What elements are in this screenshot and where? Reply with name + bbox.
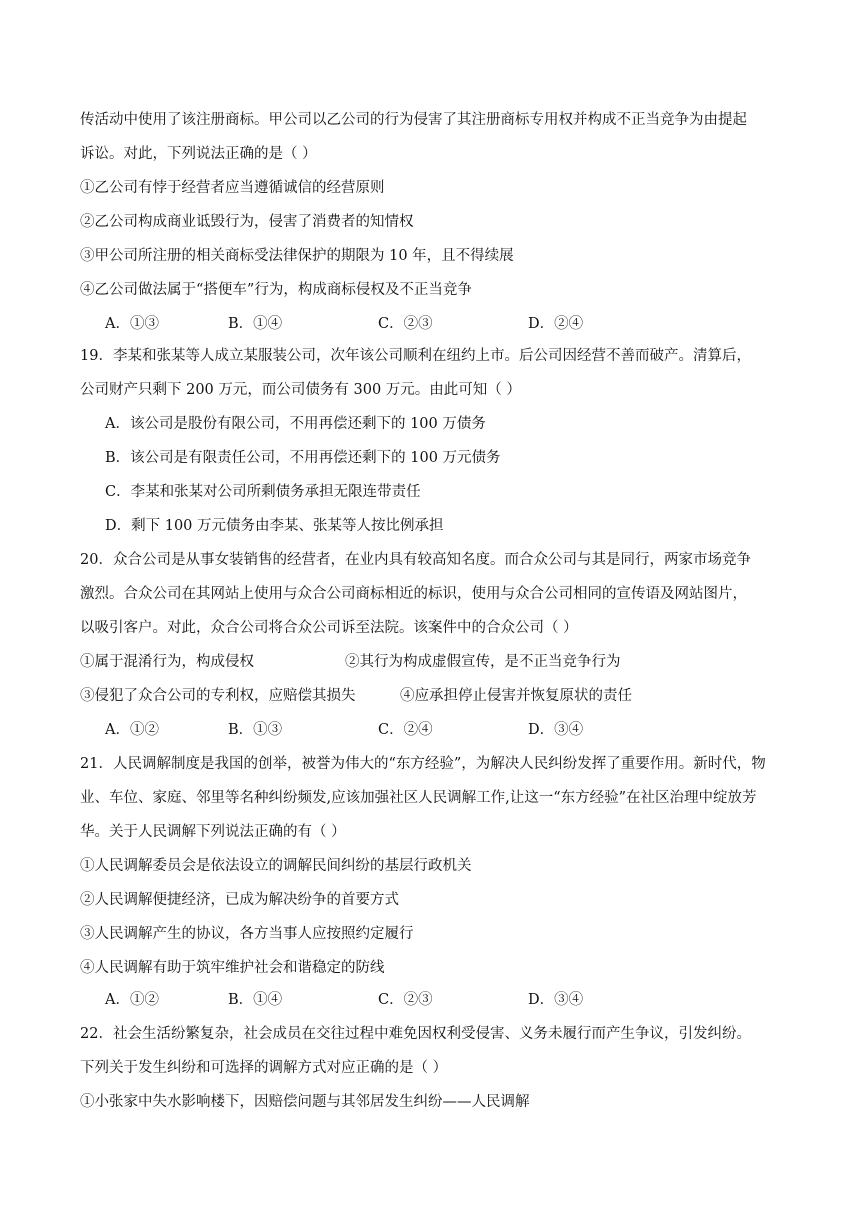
q19-option-d[interactable]: D．剩下 100 万元债务由李某、张某等人按比例承担	[105, 518, 444, 534]
q22-statement-1: ①小张家中失水影响楼下，因赔偿问题与其邻居发生纠纷——人民调解	[80, 1094, 530, 1110]
q20-stem-line-3: 以吸引客户。对此，众合公司将合众公司诉至法院。该案件中的合众公司（ ）	[80, 620, 578, 636]
q20-statements-row-1	[0, 652, 860, 672]
q20-statements-row-2	[0, 686, 860, 706]
q18-statement-4: ④乙公司做法属于“搭便车”行为，构成商标侵权及不正当竞争	[80, 282, 472, 298]
q21-statement-3: ③人民调解产生的协议，各方当事人应按照约定履行	[80, 926, 414, 942]
q19-stem-line-1: 19．李某和张某等人成立某服装公司，次年该公司顺利在纽约上市。后公司因经营不善而破产。清算后，	[80, 348, 751, 364]
q18-option-c[interactable]: C．②③	[378, 316, 433, 332]
q22-stem-line-2: 下列关于发生纠纷和可选择的调解方式对应正确的是（ ）	[80, 1060, 448, 1076]
q18-statement-3: ③甲公司所注册的相关商标受法律保护的期限为 10 年，且不得续展	[80, 248, 514, 264]
q18-statement-1: ①乙公司有悖于经营者应当遵循诚信的经营原则	[80, 180, 385, 196]
q20-statement-2: ②其行为构成虚假宣传，是不正当竞争行为	[345, 654, 621, 670]
q18-options	[0, 314, 860, 334]
q20-option-a[interactable]: A．①②	[105, 722, 159, 738]
q22-stem-line-1: 22．社会生活纷繁复杂，社会成员在交往过程中难免因权利受侵害、义务未履行而产生争议，引发纠纷。	[80, 1026, 751, 1042]
q21-options	[0, 990, 860, 1010]
q21-option-a[interactable]: A．①②	[105, 992, 159, 1008]
q20-option-b[interactable]: B．①③	[228, 722, 283, 738]
q21-stem-line-3: 华。关于人民调解下列说法正确的有（ ）	[80, 824, 346, 840]
q18-option-d[interactable]: D．②④	[528, 316, 584, 332]
q21-statement-2: ②人民调解便捷经济，已成为解决纷争的首要方式	[80, 892, 399, 908]
q21-statement-1: ①人民调解委员会是依法设立的调解民间纠纷的基层行政机关	[80, 858, 472, 874]
q21-stem-line-1: 21．人民调解制度是我国的创举，被誉为伟大的“东方经验”，为解决人民纠纷发挥了重要作用。新时代，物	[80, 756, 766, 772]
q19-option-b[interactable]: B．该公司是有限责任公司，不用再偿还剩下的 100 万元债务	[105, 450, 501, 466]
q20-statement-1: ①属于混淆行为，构成侵权	[80, 654, 254, 670]
q18-stem-line-2: 诉讼。对此，下列说法正确的是（ ）	[80, 146, 317, 162]
q18-statement-2: ②乙公司构成商业诋毁行为，侵害了消费者的知情权	[80, 214, 414, 230]
q18-option-a[interactable]: A．①③	[105, 316, 159, 332]
q21-statement-4: ④人民调解有助于筑牢维护社会和谐稳定的防线	[80, 960, 385, 976]
q20-statement-3: ③侵犯了众合公司的专利权，应赔偿其损失	[80, 688, 356, 704]
q21-stem-line-2: 业、车位、家庭、邻里等名种纠纷频发,应该加强社区人民调解工作,让这一“东方经验”在社区治理中绽放芳	[80, 790, 757, 806]
q20-options	[0, 720, 860, 740]
q21-option-d[interactable]: D．③④	[528, 992, 584, 1008]
q20-option-c[interactable]: C．②④	[378, 722, 433, 738]
q21-option-b[interactable]: B．①④	[228, 992, 283, 1008]
q19-stem-line-2: 公司财产只剩下 200 万元，而公司债务有 300 万元。由此可知（ ）	[80, 382, 521, 398]
q19-option-c[interactable]: C．李某和张某对公司所剩债务承担无限连带责任	[105, 484, 421, 500]
q20-stem-line-2: 激烈。合众公司在其网站上使用与众合公司商标相近的标识，使用与众合公司相同的宣传语及网站图片，	[80, 586, 747, 602]
q19-option-a[interactable]: A．该公司是股份有限公司，不用再偿还剩下的 100 万债务	[105, 416, 486, 432]
q18-option-b[interactable]: B．①④	[228, 316, 283, 332]
q20-statement-4: ④应承担停止侵害并恢复原状的责任	[400, 688, 632, 704]
q21-option-c[interactable]: C．②③	[378, 992, 433, 1008]
q20-option-d[interactable]: D．③④	[528, 722, 584, 738]
q20-stem-line-1: 20．众合公司是从事女装销售的经营者，在业内具有较高知名度。而合众公司与其是同行，两家市场竞争	[80, 552, 751, 568]
q18-stem-line-1: 传活动中使用了该注册商标。甲公司以乙公司的行为侵害了其注册商标专用权并构成不正当竞争为由提起	[80, 112, 747, 128]
